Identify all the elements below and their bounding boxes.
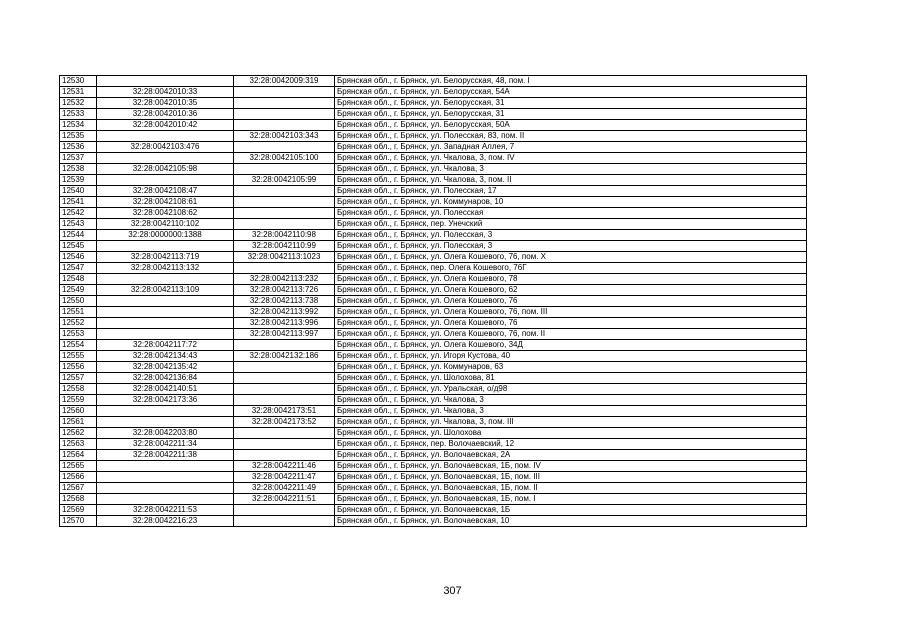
related-cadastral-number-cell <box>234 208 335 219</box>
table-row <box>60 384 807 395</box>
table-row <box>60 505 807 516</box>
address-cell: Брянская обл., г. Брянск, ул. Волочаевская, 1Б, пом. I <box>335 494 807 505</box>
cadastral-number-cell <box>97 417 234 428</box>
table-row <box>60 274 807 285</box>
address-cell: Брянская обл., г. Брянск, ул. Белорусская, 31 <box>335 109 807 120</box>
table-row <box>60 428 807 439</box>
related-cadastral-number-cell <box>234 395 335 406</box>
table-row <box>60 263 807 274</box>
row-number-cell: 12559 <box>60 395 97 406</box>
row-number-cell: 12548 <box>60 274 97 285</box>
table-row <box>60 439 807 450</box>
cadastral-number-cell: 32:28:0042110:102 <box>97 219 234 230</box>
cadastral-number-cell: 32:28:0042117:72 <box>97 340 234 351</box>
table-row <box>60 329 807 340</box>
cadastral-number-cell <box>97 76 234 87</box>
cadastral-number-cell: 32:28:0042211:38 <box>97 450 234 461</box>
row-number-cell: 12532 <box>60 98 97 109</box>
cadastral-number-cell <box>97 318 234 329</box>
cadastral-number-cell: 32:28:0042010:36 <box>97 109 234 120</box>
row-number-cell: 12546 <box>60 252 97 263</box>
table-row <box>60 208 807 219</box>
cadastral-number-cell <box>97 461 234 472</box>
table-row <box>60 153 807 164</box>
row-number-cell: 12536 <box>60 142 97 153</box>
address-cell: Брянская обл., г. Брянск, ул. Олега Кошевого, 34Д <box>335 340 807 351</box>
cadastral-number-cell: 32:28:0042113:719 <box>97 252 234 263</box>
related-cadastral-number-cell <box>234 87 335 98</box>
address-cell: Брянская обл., г. Брянск, ул. Чкалова, 3, пом. IV <box>335 153 807 164</box>
address-cell: Брянская обл., г. Брянск, ул. Олега Кошевого, 76 <box>335 296 807 307</box>
row-number-cell: 12549 <box>60 285 97 296</box>
related-cadastral-number-cell <box>234 197 335 208</box>
row-number-cell: 12566 <box>60 472 97 483</box>
cadastral-number-cell: 32:28:0042010:42 <box>97 120 234 131</box>
address-cell: Брянская обл., г. Брянск, пер. Олега Кошевого, 76Г <box>335 263 807 274</box>
cadastral-number-cell <box>97 472 234 483</box>
address-cell: Брянская обл., г. Брянск, ул. Олега Кошевого, 78 <box>335 274 807 285</box>
related-cadastral-number-cell: 32:28:0042113:726 <box>234 285 335 296</box>
cadastral-number-cell <box>97 494 234 505</box>
address-cell: Брянская обл., г. Брянск, ул. Шолохова <box>335 428 807 439</box>
row-number-cell: 12552 <box>60 318 97 329</box>
row-number-cell: 12555 <box>60 351 97 362</box>
cadastral-number-cell <box>97 153 234 164</box>
related-cadastral-number-cell <box>234 505 335 516</box>
table-row <box>60 175 807 186</box>
table-row <box>60 417 807 428</box>
address-cell: Брянская обл., г. Брянск, ул. Полесская, 3 <box>335 241 807 252</box>
cadastral-number-cell <box>97 483 234 494</box>
row-number-cell: 12540 <box>60 186 97 197</box>
cadastral-number-cell: 32:28:0042203:80 <box>97 428 234 439</box>
table-row <box>60 340 807 351</box>
cadastral-number-cell: 32:28:0042211:53 <box>97 505 234 516</box>
address-cell: Брянская обл., г. Брянск, ул. Волочаевская, 10 <box>335 516 807 527</box>
cadastral-number-cell: 32:28:0042010:33 <box>97 87 234 98</box>
row-number-cell: 12564 <box>60 450 97 461</box>
row-number-cell: 12563 <box>60 439 97 450</box>
related-cadastral-number-cell: 32:28:0042211:51 <box>234 494 335 505</box>
address-cell: Брянская обл., г. Брянск, ул. Олега Кошевого, 62 <box>335 285 807 296</box>
address-cell: Брянская обл., г. Брянск, ул. Полесская, 3 <box>335 230 807 241</box>
row-number-cell: 12570 <box>60 516 97 527</box>
related-cadastral-number-cell: 32:28:0042173:52 <box>234 417 335 428</box>
row-number-cell: 12560 <box>60 406 97 417</box>
table-row <box>60 296 807 307</box>
address-cell: Брянская обл., г. Брянск, ул. Волочаевская, 1Б, пом. III <box>335 472 807 483</box>
row-number-cell: 12553 <box>60 329 97 340</box>
address-cell: Брянская обл., г. Брянск, ул. Чкалова, 3 <box>335 395 807 406</box>
row-number-cell: 12558 <box>60 384 97 395</box>
row-number-cell: 12562 <box>60 428 97 439</box>
row-number-cell: 12537 <box>60 153 97 164</box>
row-number-cell: 12533 <box>60 109 97 120</box>
table-row <box>60 120 807 131</box>
cadastral-number-cell: 32:28:0042140:51 <box>97 384 234 395</box>
related-cadastral-number-cell: 32:28:0042113:992 <box>234 307 335 318</box>
table-row <box>60 461 807 472</box>
table-row <box>60 87 807 98</box>
table-row <box>60 164 807 175</box>
row-number-cell: 12557 <box>60 373 97 384</box>
related-cadastral-number-cell: 32:28:0042105:100 <box>234 153 335 164</box>
address-cell: Брянская обл., г. Брянск, ул. Западная Аллея, 7 <box>335 142 807 153</box>
cadastral-number-cell: 32:28:0042113:109 <box>97 285 234 296</box>
row-number-cell: 12534 <box>60 120 97 131</box>
address-cell: Брянская обл., г. Брянск, пер. Унечский <box>335 219 807 230</box>
related-cadastral-number-cell <box>234 219 335 230</box>
related-cadastral-number-cell: 32:28:0042110:98 <box>234 230 335 241</box>
address-cell: Брянская обл., г. Брянск, ул. Полесская, 83, пом. II <box>335 131 807 142</box>
row-number-cell: 12538 <box>60 164 97 175</box>
address-cell: Брянская обл., г. Брянск, ул. Олега Кошевого, 76, пом. X <box>335 252 807 263</box>
related-cadastral-number-cell: 32:28:0042105:99 <box>234 175 335 186</box>
cadastral-number-cell <box>97 406 234 417</box>
related-cadastral-number-cell: 32:28:0042113:996 <box>234 318 335 329</box>
table-row <box>60 219 807 230</box>
address-cell: Брянская обл., г. Брянск, ул. Волочаевская, 2А <box>335 450 807 461</box>
table-row <box>60 131 807 142</box>
related-cadastral-number-cell <box>234 263 335 274</box>
row-number-cell: 12569 <box>60 505 97 516</box>
page-number: 307 <box>443 585 462 597</box>
related-cadastral-number-cell: 32:28:0042113:1023 <box>234 252 335 263</box>
table-row <box>60 362 807 373</box>
address-cell: Брянская обл., г. Брянск, ул. Чкалова, 3 <box>335 406 807 417</box>
row-number-cell: 12554 <box>60 340 97 351</box>
address-cell: Брянская обл., г. Брянск, ул. Чкалова, 3 <box>335 164 807 175</box>
address-cell: Брянская обл., г. Брянск, ул. Игоря Кустова, 40 <box>335 351 807 362</box>
cadastral-number-cell <box>97 307 234 318</box>
address-cell: Брянская обл., г. Брянск, ул. Белорусская, 48, пом. I <box>335 76 807 87</box>
cadastral-number-cell <box>97 175 234 186</box>
row-number-cell: 12531 <box>60 87 97 98</box>
table-row <box>60 109 807 120</box>
address-cell: Брянская обл., г. Брянск, ул. Волочаевская, 1Б <box>335 505 807 516</box>
row-number-cell: 12535 <box>60 131 97 142</box>
address-cell: Брянская обл., г. Брянск, пер. Волочаевский, 12 <box>335 439 807 450</box>
register-table-body <box>60 76 807 527</box>
table-row <box>60 197 807 208</box>
related-cadastral-number-cell <box>234 340 335 351</box>
row-number-cell: 12556 <box>60 362 97 373</box>
row-number-cell: 12541 <box>60 197 97 208</box>
table-row <box>60 241 807 252</box>
related-cadastral-number-cell <box>234 439 335 450</box>
row-number-cell: 12544 <box>60 230 97 241</box>
cadastral-number-cell: 32:28:0042136:84 <box>97 373 234 384</box>
address-cell: Брянская обл., г. Брянск, ул. Полесская <box>335 208 807 219</box>
related-cadastral-number-cell: 32:28:0042113:232 <box>234 274 335 285</box>
related-cadastral-number-cell: 32:28:0042009:319 <box>234 76 335 87</box>
related-cadastral-number-cell <box>234 120 335 131</box>
related-cadastral-number-cell <box>234 164 335 175</box>
table-row <box>60 516 807 527</box>
related-cadastral-number-cell <box>234 384 335 395</box>
related-cadastral-number-cell: 32:28:0042103:343 <box>234 131 335 142</box>
cadastral-number-cell: 32:28:0042103:476 <box>97 142 234 153</box>
table-row <box>60 230 807 241</box>
table-row <box>60 483 807 494</box>
related-cadastral-number-cell <box>234 109 335 120</box>
address-cell: Брянская обл., г. Брянск, ул. Волочаевская, 1Б, пом. IV <box>335 461 807 472</box>
table-row <box>60 373 807 384</box>
row-number-cell: 12567 <box>60 483 97 494</box>
table-row <box>60 186 807 197</box>
cadastral-number-cell: 32:28:0042105:98 <box>97 164 234 175</box>
address-cell: Брянская обл., г. Брянск, ул. Белорусская, 50А <box>335 120 807 131</box>
cadastral-number-cell: 32:28:0042108:62 <box>97 208 234 219</box>
related-cadastral-number-cell: 32:28:0042132:186 <box>234 351 335 362</box>
table-row <box>60 318 807 329</box>
address-cell: Брянская обл., г. Брянск, ул. Уральская, о/д98 <box>335 384 807 395</box>
cadastral-number-cell: 32:28:0042113:132 <box>97 263 234 274</box>
table-row <box>60 406 807 417</box>
row-number-cell: 12565 <box>60 461 97 472</box>
cadastral-number-cell: 32:28:0042135:42 <box>97 362 234 373</box>
address-cell: Брянская обл., г. Брянск, ул. Чкалова, 3, пом. III <box>335 417 807 428</box>
address-cell: Брянская обл., г. Брянск, ул. Волочаевская, 1Б, пом. II <box>335 483 807 494</box>
related-cadastral-number-cell <box>234 373 335 384</box>
address-cell: Брянская обл., г. Брянск, ул. Коммунаров, 10 <box>335 197 807 208</box>
cadastral-number-cell: 32:28:0042211:34 <box>97 439 234 450</box>
table-row <box>60 395 807 406</box>
address-cell: Брянская обл., г. Брянск, ул. Олега Кошевого, 76 <box>335 318 807 329</box>
table-row <box>60 252 807 263</box>
related-cadastral-number-cell: 32:28:0042211:47 <box>234 472 335 483</box>
row-number-cell: 12545 <box>60 241 97 252</box>
cadastral-number-cell: 32:28:0042108:47 <box>97 186 234 197</box>
address-cell: Брянская обл., г. Брянск, ул. Олега Кошевого, 76, пом. III <box>335 307 807 318</box>
cadastral-number-cell: 32:28:0042108:61 <box>97 197 234 208</box>
row-number-cell: 12539 <box>60 175 97 186</box>
row-number-cell: 12543 <box>60 219 97 230</box>
cadastral-number-cell <box>97 329 234 340</box>
cadastral-number-cell: 32:28:0042216:23 <box>97 516 234 527</box>
related-cadastral-number-cell: 32:28:0042211:46 <box>234 461 335 472</box>
related-cadastral-number-cell: 32:28:0042113:997 <box>234 329 335 340</box>
table-row <box>60 285 807 296</box>
cadastral-number-cell: 32:28:0042173:36 <box>97 395 234 406</box>
cadastral-number-cell <box>97 274 234 285</box>
cadastral-number-cell <box>97 241 234 252</box>
address-cell: Брянская обл., г. Брянск, ул. Белорусская, 31 <box>335 98 807 109</box>
address-cell: Брянская обл., г. Брянск, ул. Шолохова, 81 <box>335 373 807 384</box>
related-cadastral-number-cell <box>234 142 335 153</box>
cadastral-number-cell: 32:28:0042010:35 <box>97 98 234 109</box>
related-cadastral-number-cell <box>234 362 335 373</box>
cadastral-number-cell <box>97 131 234 142</box>
table-row <box>60 494 807 505</box>
address-cell: Брянская обл., г. Брянск, ул. Полесская, 17 <box>335 186 807 197</box>
cadastral-number-cell: 32:28:0000000:1388 <box>97 230 234 241</box>
table-row <box>60 472 807 483</box>
cadastral-number-cell: 32:28:0042134:43 <box>97 351 234 362</box>
row-number-cell: 12561 <box>60 417 97 428</box>
row-number-cell: 12547 <box>60 263 97 274</box>
cadastral-number-cell <box>97 296 234 307</box>
table-row <box>60 450 807 461</box>
related-cadastral-number-cell <box>234 98 335 109</box>
table-row <box>60 98 807 109</box>
related-cadastral-number-cell: 32:28:0042113:738 <box>234 296 335 307</box>
related-cadastral-number-cell <box>234 516 335 527</box>
row-number-cell: 12568 <box>60 494 97 505</box>
related-cadastral-number-cell <box>234 428 335 439</box>
address-cell: Брянская обл., г. Брянск, ул. Олега Кошевого, 76, пом. II <box>335 329 807 340</box>
address-cell: Брянская обл., г. Брянск, ул. Белорусская, 54А <box>335 87 807 98</box>
related-cadastral-number-cell <box>234 186 335 197</box>
related-cadastral-number-cell <box>234 450 335 461</box>
address-cell: Брянская обл., г. Брянск, ул. Коммунаров, 63 <box>335 362 807 373</box>
row-number-cell: 12550 <box>60 296 97 307</box>
related-cadastral-number-cell: 32:28:0042173:51 <box>234 406 335 417</box>
table-row <box>60 351 807 362</box>
related-cadastral-number-cell: 32:28:0042110:99 <box>234 241 335 252</box>
table-row <box>60 76 807 87</box>
table-row <box>60 142 807 153</box>
row-number-cell: 12551 <box>60 307 97 318</box>
table-row <box>60 307 807 318</box>
row-number-cell: 12530 <box>60 76 97 87</box>
related-cadastral-number-cell: 32:28:0042211:49 <box>234 483 335 494</box>
address-cell: Брянская обл., г. Брянск, ул. Чкалова, 3, пом. II <box>335 175 807 186</box>
row-number-cell: 12542 <box>60 208 97 219</box>
register-table <box>59 75 807 527</box>
